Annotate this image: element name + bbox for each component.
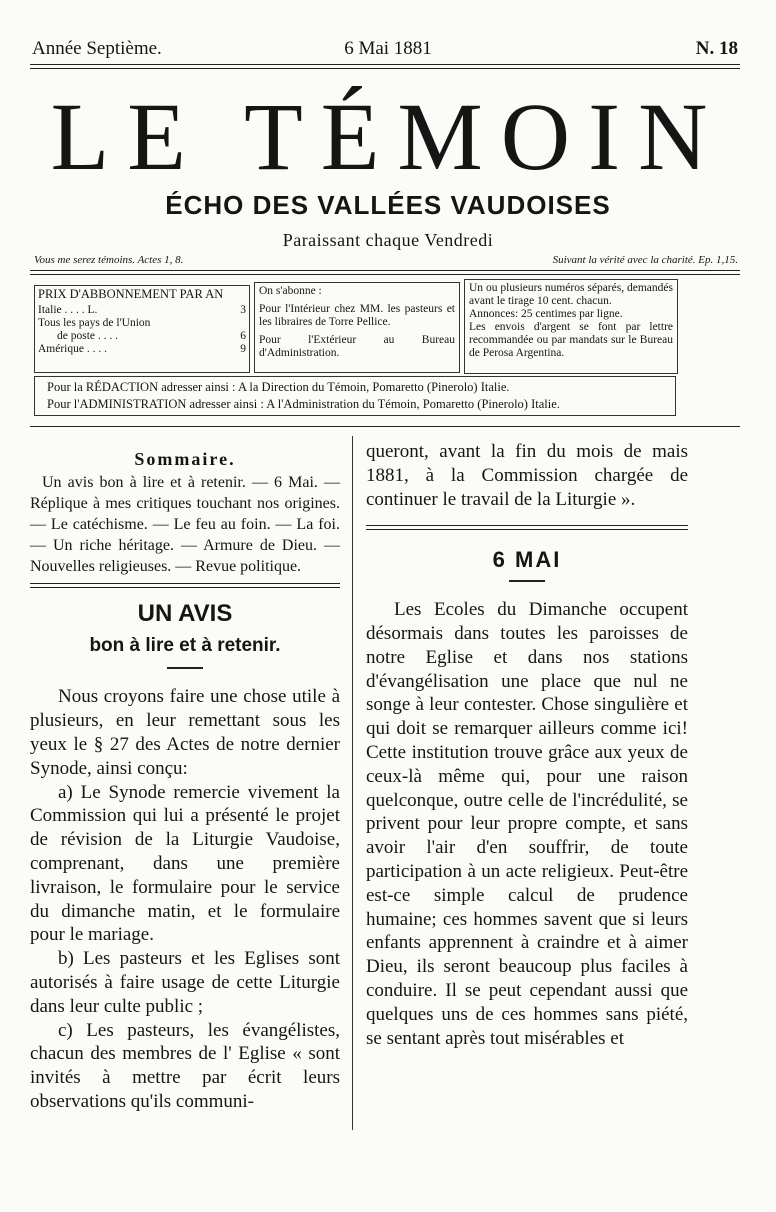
issue-date: 6 Mai 1881 bbox=[344, 38, 432, 59]
subscribe-box bbox=[254, 282, 460, 373]
motto-left: Vous me serez témoins. Actes 1, 8. bbox=[34, 254, 184, 266]
sommaire-title: Sommaire. bbox=[134, 449, 236, 469]
address-bar bbox=[34, 376, 676, 416]
masthead-title: LE TÉMOIN bbox=[50, 83, 726, 190]
prices-title: PRIX D'ABBONNEMENT PAR AN bbox=[38, 287, 224, 301]
redaction-address: Pour la RÉDACTION adresser ainsi : A la Direction du Témoin, Pomaretto (Pinerolo) Italie. bbox=[47, 380, 510, 394]
price-row: de poste . . . . 6 bbox=[57, 330, 246, 342]
article-title: UN AVIS bbox=[137, 599, 233, 627]
prices-box bbox=[34, 285, 250, 373]
sommaire-rule bbox=[30, 583, 340, 588]
year-label: Année Septième. bbox=[32, 38, 162, 59]
sommaire-text: Un avis bon à lire et à retenir. — 6 Mai. — Réplique à mes critiques touchant nos origines. — Le catéchisme. — Le feu au foin. — La foi. — Un riche héritage. — Armure de Dieu. — Nouvelles religieuses. — Revue politique. bbox=[30, 473, 340, 575]
masthead-subtitle: ÉCHO DES VALLÉES VAUDOISES bbox=[165, 190, 611, 220]
subscribe-interior: Pour l'Intérieur chez MM. les pasteurs et les libraires de Torre Pellice. bbox=[259, 303, 455, 328]
price-row: Italie . . . . L. 3 bbox=[38, 304, 246, 316]
administration-address: Pour l'ADMINISTRATION adresser ainsi : A l'Administration du Témoin, Pomaretto (Pinerolo) Italie. bbox=[47, 397, 560, 411]
subscribe-exterior: Pour l'Extérieur au Bureau d'Administration. bbox=[259, 334, 455, 359]
right-column bbox=[366, 440, 688, 1050]
paragraph: a) Le Synode remercie vivement la Commission qui lui a présenté le projet de révision de la Liturgie Vaudoise, comprenant, dans une première livraison, le formulaire pour le service du dimanche matin, et le formulaire pour le mariage. bbox=[30, 781, 340, 946]
article-subtitle: bon à lire et à retenir. bbox=[89, 634, 281, 656]
header-rule bbox=[30, 64, 740, 69]
masthead-rule bbox=[30, 270, 740, 275]
paragraph: b) Les pasteurs et les Eglises sont autorisés à faire usage de cette Liturgie dans leur culte public ; bbox=[30, 948, 340, 1017]
section-rule bbox=[30, 426, 740, 427]
mai-title: 6 MAI bbox=[492, 547, 562, 573]
left-column bbox=[30, 448, 340, 1114]
column-divider bbox=[352, 436, 353, 1130]
single-issue-text: Un ou plusieurs numéros séparés, demandés avant le tirage 10 cent. chacun. bbox=[469, 282, 673, 307]
paragraph: c) Les pasteurs, les évangélistes, chacun des membres de l' Eglise « sont invités à mettre par écrit leurs observations qu'ils communi- bbox=[30, 1019, 340, 1112]
money-text: Les envois d'argent se font par lettre recommandée ou par mandats sur le Bureau de Perosa Argentina. bbox=[469, 321, 673, 359]
price-row: Amérique . . . . 9 bbox=[38, 343, 246, 355]
paragraph: Les Ecoles du Dimanche occupent désormais dans toutes les paroisses de notre Eglise et dans nos stations d'évangélisation une place que nul ne songe à leur contester. Chose singulière et qui doit se remarquer ailleurs comme ici! Cette institution trouve grâce aux yeux de ceux-là même qui, pour une raison quelconque, outre celle de l'incrédulité, se privent pour leur propre compte, et sans avoir l'air d'en souffrir, de toute participation à un acte religieux. Peut-être est-ce simple calcul de prudence humaine; ces hommes savent que si leurs enfants apprennent à craindre et à aimer Dieu, ils seront beaucoup plus faciles à conduire. Il se peut cependant aussi que quelques uns de ces hommes sans piété, se sentant après tout misérables et bbox=[366, 599, 688, 1049]
motto-right: Suivant la vérité avec la charité. Ep. 1,15. bbox=[552, 254, 738, 266]
short-dash bbox=[509, 580, 545, 582]
ads-text: Annonces: 25 centimes par ligne. bbox=[469, 308, 623, 320]
price-row: Tous les pays de l'Union bbox=[38, 317, 151, 329]
numbers-box bbox=[464, 279, 678, 374]
paragraph: Nous croyons faire une chose utile à plusieurs, en leur remettant sous les yeux le § 27 des Actes de notre dernier Synode, ainsi conçu: bbox=[30, 686, 340, 779]
article-rule bbox=[366, 525, 688, 530]
short-dash bbox=[167, 667, 203, 669]
article-continuation: queront, avant la fin du mois de mais 1881, à la Commission chargée de continuer le travail de la Liturgie ». bbox=[366, 441, 688, 510]
publication-frequency: Paraissant chaque Vendredi bbox=[282, 230, 494, 250]
subscribe-title: On s'abonne : bbox=[259, 285, 322, 297]
issue-number: N. 18 bbox=[695, 38, 738, 59]
